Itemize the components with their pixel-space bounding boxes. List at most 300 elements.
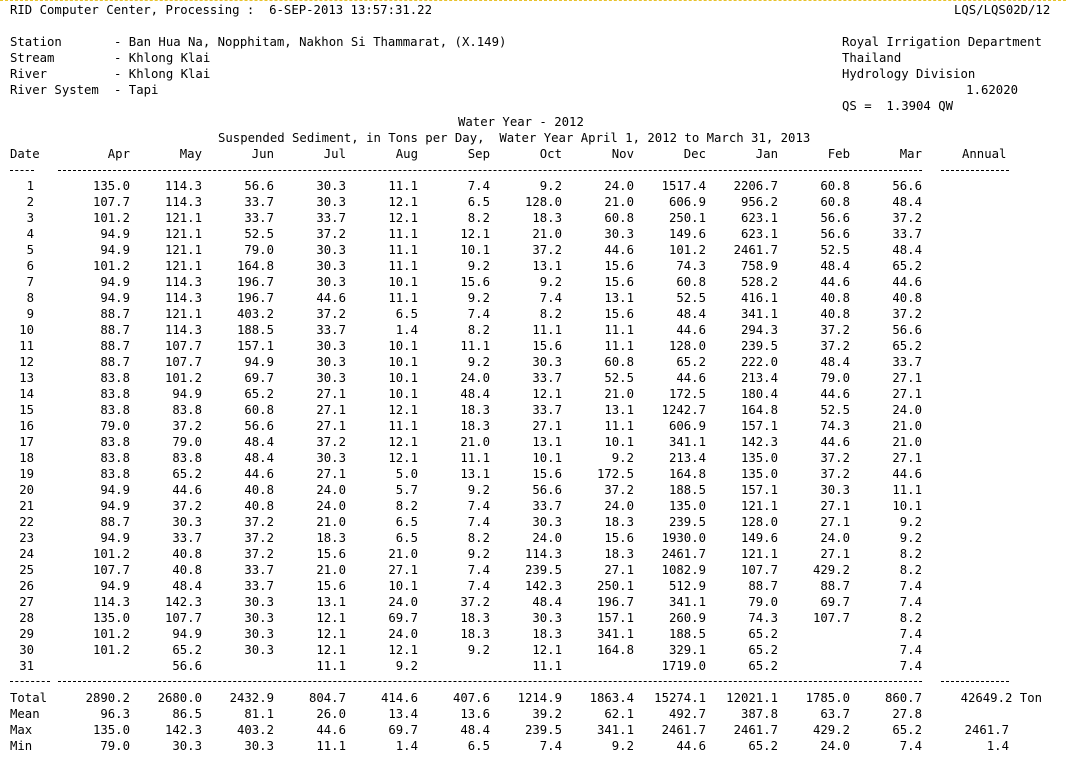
table-cell: 188.5 [668,627,706,641]
month-header-may: May [179,147,202,161]
table-cell: 114.3 [92,595,130,609]
day-label: 3 [26,211,34,225]
summary-label-mean: Mean [10,707,40,721]
table-cell: 135.0 [92,611,130,625]
table-cell: 33.7 [532,371,562,385]
date-header-underline [10,170,34,171]
summary-cell: 429.2 [812,723,850,737]
day-label: 12 [19,355,34,369]
table-cell: 149.6 [740,531,778,545]
summary-cell: 414.6 [380,691,418,705]
table-cell: 83.8 [100,451,130,465]
table-cell: 27.1 [604,563,634,577]
table-cell: 83.8 [100,371,130,385]
table-cell: 44.6 [820,387,850,401]
table-cell: 10.1 [388,339,418,353]
table-cell: 24.0 [388,627,418,641]
table-cell: 30.3 [316,243,346,257]
summary-cell: 48.4 [460,723,490,737]
table-cell: 40.8 [244,499,274,513]
table-cell: 65.2 [748,627,778,641]
summary-cell: 2890.2 [85,691,130,705]
table-cell: 30.3 [532,515,562,529]
table-cell: 135.0 [740,467,778,481]
table-cell: 94.9 [244,355,274,369]
table-cell: 65.2 [172,467,202,481]
table-cell: 157.1 [740,483,778,497]
table-cell: 107.7 [92,195,130,209]
table-cell: 10.1 [532,451,562,465]
summary-cell: 39.2 [532,707,562,721]
table-cell: 121.1 [164,243,202,257]
table-subtitle: Suspended Sediment, in Tons per Day, Water Year April 1, 2012 to March 31, 2013 [218,131,811,145]
table-cell: 107.7 [164,355,202,369]
table-cell: 56.6 [820,227,850,241]
table-cell: 6.5 [395,307,418,321]
table-cell: 196.7 [236,275,274,289]
table-cell: 24.0 [820,531,850,545]
top-border [0,0,1066,1]
table-cell: 9.2 [539,275,562,289]
table-cell: 9.2 [467,259,490,273]
table-cell: 15.6 [604,531,634,545]
table-cell: 222.0 [740,355,778,369]
table-cell: 8.2 [539,307,562,321]
table-cell: 11.1 [532,659,562,673]
table-cell: 44.6 [316,291,346,305]
org-coefficient: 1.62020 [966,83,1018,97]
summary-cell: 24.0 [820,739,850,753]
table-cell: 37.2 [172,499,202,513]
summary-cell: 62.1 [604,707,634,721]
month-header-oct: Oct [539,147,562,161]
table-cell: 213.4 [740,371,778,385]
table-cell: 114.3 [164,291,202,305]
table-cell: 7.4 [467,499,490,513]
table-cell: 30.3 [316,451,346,465]
table-cell: 11.1 [388,179,418,193]
summary-cell: 860.7 [884,691,922,705]
table-cell: 1719.0 [661,659,706,673]
summary-cell: 6.5 [467,739,490,753]
table-cell: 24.0 [388,595,418,609]
table-cell: 40.8 [820,307,850,321]
table-cell: 5.0 [395,467,418,481]
table-cell: 44.6 [676,371,706,385]
table-cell: 60.8 [820,179,850,193]
day-label: 23 [19,531,34,545]
summary-separator [58,681,922,682]
day-label: 28 [19,611,34,625]
table-cell: 10.1 [388,579,418,593]
summary-cell: 12021.1 [726,691,778,705]
day-label: 21 [19,499,34,513]
table-cell: 2206.7 [733,179,778,193]
table-cell: 56.6 [244,179,274,193]
table-cell: 107.7 [812,611,850,625]
month-header-nov: Nov [611,147,634,161]
table-cell: 10.1 [604,435,634,449]
table-cell: 21.0 [316,563,346,577]
table-cell: 15.6 [316,547,346,561]
month-header-apr: Apr [107,147,130,161]
station-label: Station [10,35,62,49]
table-cell: 114.3 [164,195,202,209]
table-cell: 79.0 [172,435,202,449]
date-header: Date [10,147,40,161]
day-label: 24 [19,547,34,561]
table-cell: 44.6 [604,243,634,257]
table-cell: 121.1 [164,211,202,225]
summary-cell: 2461.7 [661,723,706,737]
table-cell: 11.1 [388,227,418,241]
table-cell: 30.3 [604,227,634,241]
day-label: 22 [19,515,34,529]
table-cell: 15.6 [604,307,634,321]
table-cell: 27.1 [820,515,850,529]
table-cell: 88.7 [100,323,130,337]
table-cell: 88.7 [100,339,130,353]
table-cell: 33.7 [244,563,274,577]
table-cell: 8.2 [899,547,922,561]
table-cell: 7.4 [899,595,922,609]
table-cell: 18.3 [460,403,490,417]
table-cell: 33.7 [892,355,922,369]
table-cell: 135.0 [740,451,778,465]
table-cell: 37.2 [820,451,850,465]
table-cell: 52.5 [820,243,850,257]
day-label: 25 [19,563,34,577]
table-cell: 88.7 [100,307,130,321]
table-cell: 239.5 [740,339,778,353]
table-cell: 107.7 [164,611,202,625]
table-cell: 21.0 [892,419,922,433]
table-cell: 88.7 [100,355,130,369]
table-cell: 12.1 [460,227,490,241]
summary-cell: 804.7 [308,691,346,705]
table-cell: 11.1 [532,323,562,337]
day-label: 15 [19,403,34,417]
table-cell: 24.0 [316,499,346,513]
table-cell: 48.4 [892,243,922,257]
table-cell: 11.1 [388,243,418,257]
table-cell: 1.4 [395,323,418,337]
table-cell: 60.8 [820,195,850,209]
org-country: Thailand [842,51,902,65]
table-cell: 341.1 [740,307,778,321]
table-cell: 101.2 [668,243,706,257]
table-cell: 30.3 [316,355,346,369]
summary-cell: 81.1 [244,707,274,721]
summary-cell: 63.7 [820,707,850,721]
table-cell: 11.1 [604,339,634,353]
table-cell: 758.9 [740,259,778,273]
table-cell: 37.2 [316,435,346,449]
river-label: River [10,67,48,81]
table-cell: 10.1 [388,387,418,401]
station-value: - Ban Hua Na, Nopphitam, Nakhon Si Thammarat, (X.149) [114,35,507,49]
month-header-jul: Jul [323,147,346,161]
table-cell: 37.2 [244,515,274,529]
table-cell: 101.2 [92,627,130,641]
day-label: 14 [19,387,34,401]
table-cell: 21.0 [388,547,418,561]
day-label: 18 [19,451,34,465]
table-cell: 7.4 [539,291,562,305]
table-cell: 9.2 [467,483,490,497]
day-label: 4 [26,227,34,241]
table-cell: 121.1 [740,547,778,561]
table-cell: 48.4 [892,195,922,209]
summary-cell: 2432.9 [229,691,274,705]
table-cell: 149.6 [668,227,706,241]
table-cell: 79.0 [244,243,274,257]
table-cell: 528.2 [740,275,778,289]
table-cell: 83.8 [100,403,130,417]
day-label: 10 [19,323,34,337]
day-label: 19 [19,467,34,481]
river-value: - Khlong Klai [114,67,211,81]
summary-label-max: Max [10,723,33,737]
table-cell: 239.5 [524,563,562,577]
table-cell: 512.9 [668,579,706,593]
table-cell: 956.2 [740,195,778,209]
table-cell: 101.2 [164,371,202,385]
table-cell: 11.1 [892,483,922,497]
table-cell: 83.8 [172,451,202,465]
table-cell: 329.1 [668,643,706,657]
table-cell: 114.3 [164,323,202,337]
day-label: 30 [19,643,34,657]
summary-cell: 135.0 [92,723,130,737]
table-cell: 30.3 [316,179,346,193]
table-cell: 9.2 [467,291,490,305]
day-label: 31 [19,659,34,673]
table-cell: 30.3 [244,611,274,625]
summary-date-separator [10,681,50,682]
table-cell: 1242.7 [661,403,706,417]
day-label: 6 [26,259,34,273]
table-cell: 135.0 [668,499,706,513]
summary-cell: 65.2 [748,739,778,753]
table-cell: 60.8 [676,275,706,289]
table-cell: 56.6 [892,179,922,193]
day-label: 8 [26,291,34,305]
table-cell: 8.2 [395,499,418,513]
table-cell: 12.1 [316,627,346,641]
table-cell: 37.2 [532,243,562,257]
table-cell: 79.0 [100,419,130,433]
table-cell: 48.4 [244,451,274,465]
table-cell: 416.1 [740,291,778,305]
table-cell: 52.5 [676,291,706,305]
table-cell: 10.1 [388,355,418,369]
table-cell: 18.3 [604,515,634,529]
table-cell: 30.3 [244,595,274,609]
table-cell: 83.8 [100,387,130,401]
table-cell: 21.0 [316,515,346,529]
day-label: 29 [19,627,34,641]
table-cell: 12.1 [532,387,562,401]
table-cell: 48.4 [820,259,850,273]
table-cell: 164.8 [740,403,778,417]
table-cell: 37.2 [820,323,850,337]
rating-equation: QS = 1.3904 QW [842,99,954,113]
summary-cell: 239.5 [524,723,562,737]
table-cell: 15.6 [604,259,634,273]
table-cell: 7.4 [899,643,922,657]
table-cell: 13.1 [460,467,490,481]
table-cell: 60.8 [244,403,274,417]
table-cell: 250.1 [596,579,634,593]
table-cell: 13.1 [316,595,346,609]
table-cell: 114.3 [524,547,562,561]
summary-cell: 13.4 [388,707,418,721]
table-cell: 27.1 [892,371,922,385]
table-cell: 88.7 [820,579,850,593]
table-cell: 142.3 [164,595,202,609]
summary-cell: 96.3 [100,707,130,721]
table-cell: 27.1 [388,563,418,577]
river-system-value: - Tapi [114,83,159,97]
summary-cell: 2680.0 [157,691,202,705]
month-header-jun: Jun [251,147,274,161]
table-cell: 260.9 [668,611,706,625]
day-label: 7 [26,275,34,289]
table-cell: 6.5 [395,531,418,545]
table-cell: 40.8 [244,483,274,497]
table-cell: 83.8 [100,467,130,481]
table-cell: 172.5 [596,467,634,481]
table-cell: 13.1 [604,403,634,417]
table-cell: 33.7 [892,227,922,241]
month-header-feb: Feb [827,147,850,161]
day-label: 1 [26,179,34,193]
summary-cell: 30.3 [244,739,274,753]
summary-cell: 142.3 [164,723,202,737]
summary-cell: 26.0 [316,707,346,721]
table-cell: 94.9 [100,291,130,305]
table-cell: 94.9 [100,275,130,289]
table-cell: 429.2 [812,563,850,577]
annual-header: Annual [962,147,1007,161]
table-cell: 44.6 [244,467,274,481]
table-cell: 2461.7 [661,547,706,561]
day-label: 16 [19,419,34,433]
table-cell: 37.2 [244,531,274,545]
table-cell: 27.1 [316,419,346,433]
summary-cell: 403.2 [236,723,274,737]
table-cell: 107.7 [92,563,130,577]
table-cell: 69.7 [388,611,418,625]
table-cell: 52.5 [244,227,274,241]
org-division: Hydrology Division [842,67,976,81]
table-cell: 56.6 [820,211,850,225]
table-cell: 65.2 [748,659,778,673]
table-cell: 94.9 [172,627,202,641]
table-cell: 623.1 [740,227,778,241]
table-cell: 65.2 [892,259,922,273]
report-code: LQS/LQS02D/12 [954,3,1051,17]
table-cell: 60.8 [604,211,634,225]
month-header-jan: Jan [755,147,778,161]
table-cell: 60.8 [604,355,634,369]
table-cell: 2461.7 [733,243,778,257]
table-cell: 13.1 [532,259,562,273]
table-cell: 27.1 [892,387,922,401]
table-cell: 18.3 [532,627,562,641]
day-label: 27 [19,595,34,609]
table-cell: 7.4 [467,179,490,193]
table-cell: 5.7 [395,483,418,497]
table-cell: 37.2 [604,483,634,497]
table-cell: 12.1 [388,211,418,225]
table-cell: 121.1 [164,307,202,321]
annual-header-underline [941,170,1009,171]
table-cell: 188.5 [236,323,274,337]
table-cell: 12.1 [388,643,418,657]
table-cell: 30.3 [316,275,346,289]
table-cell: 48.4 [172,579,202,593]
summary-cell: 13.6 [460,707,490,721]
table-cell: 44.6 [820,275,850,289]
table-cell: 12.1 [388,435,418,449]
table-cell: 11.1 [604,419,634,433]
table-cell: 12.1 [316,611,346,625]
summary-cell: 1785.0 [805,691,850,705]
table-cell: 56.6 [172,659,202,673]
summary-cell: 7.4 [539,739,562,753]
summary-cell: 2461.7 [733,723,778,737]
table-cell: 157.1 [740,419,778,433]
table-cell: 250.1 [668,211,706,225]
table-cell: 65.2 [172,643,202,657]
summary-cell: 86.5 [172,707,202,721]
table-cell: 8.2 [467,323,490,337]
table-cell: 74.3 [820,419,850,433]
summary-cell: 1214.9 [517,691,562,705]
table-cell: 48.4 [460,387,490,401]
table-cell: 33.7 [532,499,562,513]
table-cell: 101.2 [92,259,130,273]
table-cell: 37.2 [244,547,274,561]
table-cell: 37.2 [316,307,346,321]
table-cell: 142.3 [524,579,562,593]
table-cell: 9.2 [467,355,490,369]
table-cell: 9.2 [899,531,922,545]
table-cell: 18.3 [532,211,562,225]
table-cell: 30.3 [172,515,202,529]
table-cell: 56.6 [532,483,562,497]
table-cell: 24.0 [316,483,346,497]
summary-cell: 341.1 [596,723,634,737]
table-cell: 24.0 [604,499,634,513]
table-cell: 24.0 [604,179,634,193]
table-cell: 37.2 [460,595,490,609]
table-cell: 30.3 [316,259,346,273]
table-cell: 88.7 [748,579,778,593]
table-cell: 33.7 [244,195,274,209]
table-cell: 294.3 [740,323,778,337]
table-cell: 33.7 [532,403,562,417]
table-cell: 11.1 [388,419,418,433]
summary-cell: 79.0 [100,739,130,753]
table-cell: 27.1 [892,451,922,465]
header-separator [58,170,922,171]
day-label: 20 [19,483,34,497]
summary-cell: 387.8 [740,707,778,721]
table-cell: 157.1 [236,339,274,353]
